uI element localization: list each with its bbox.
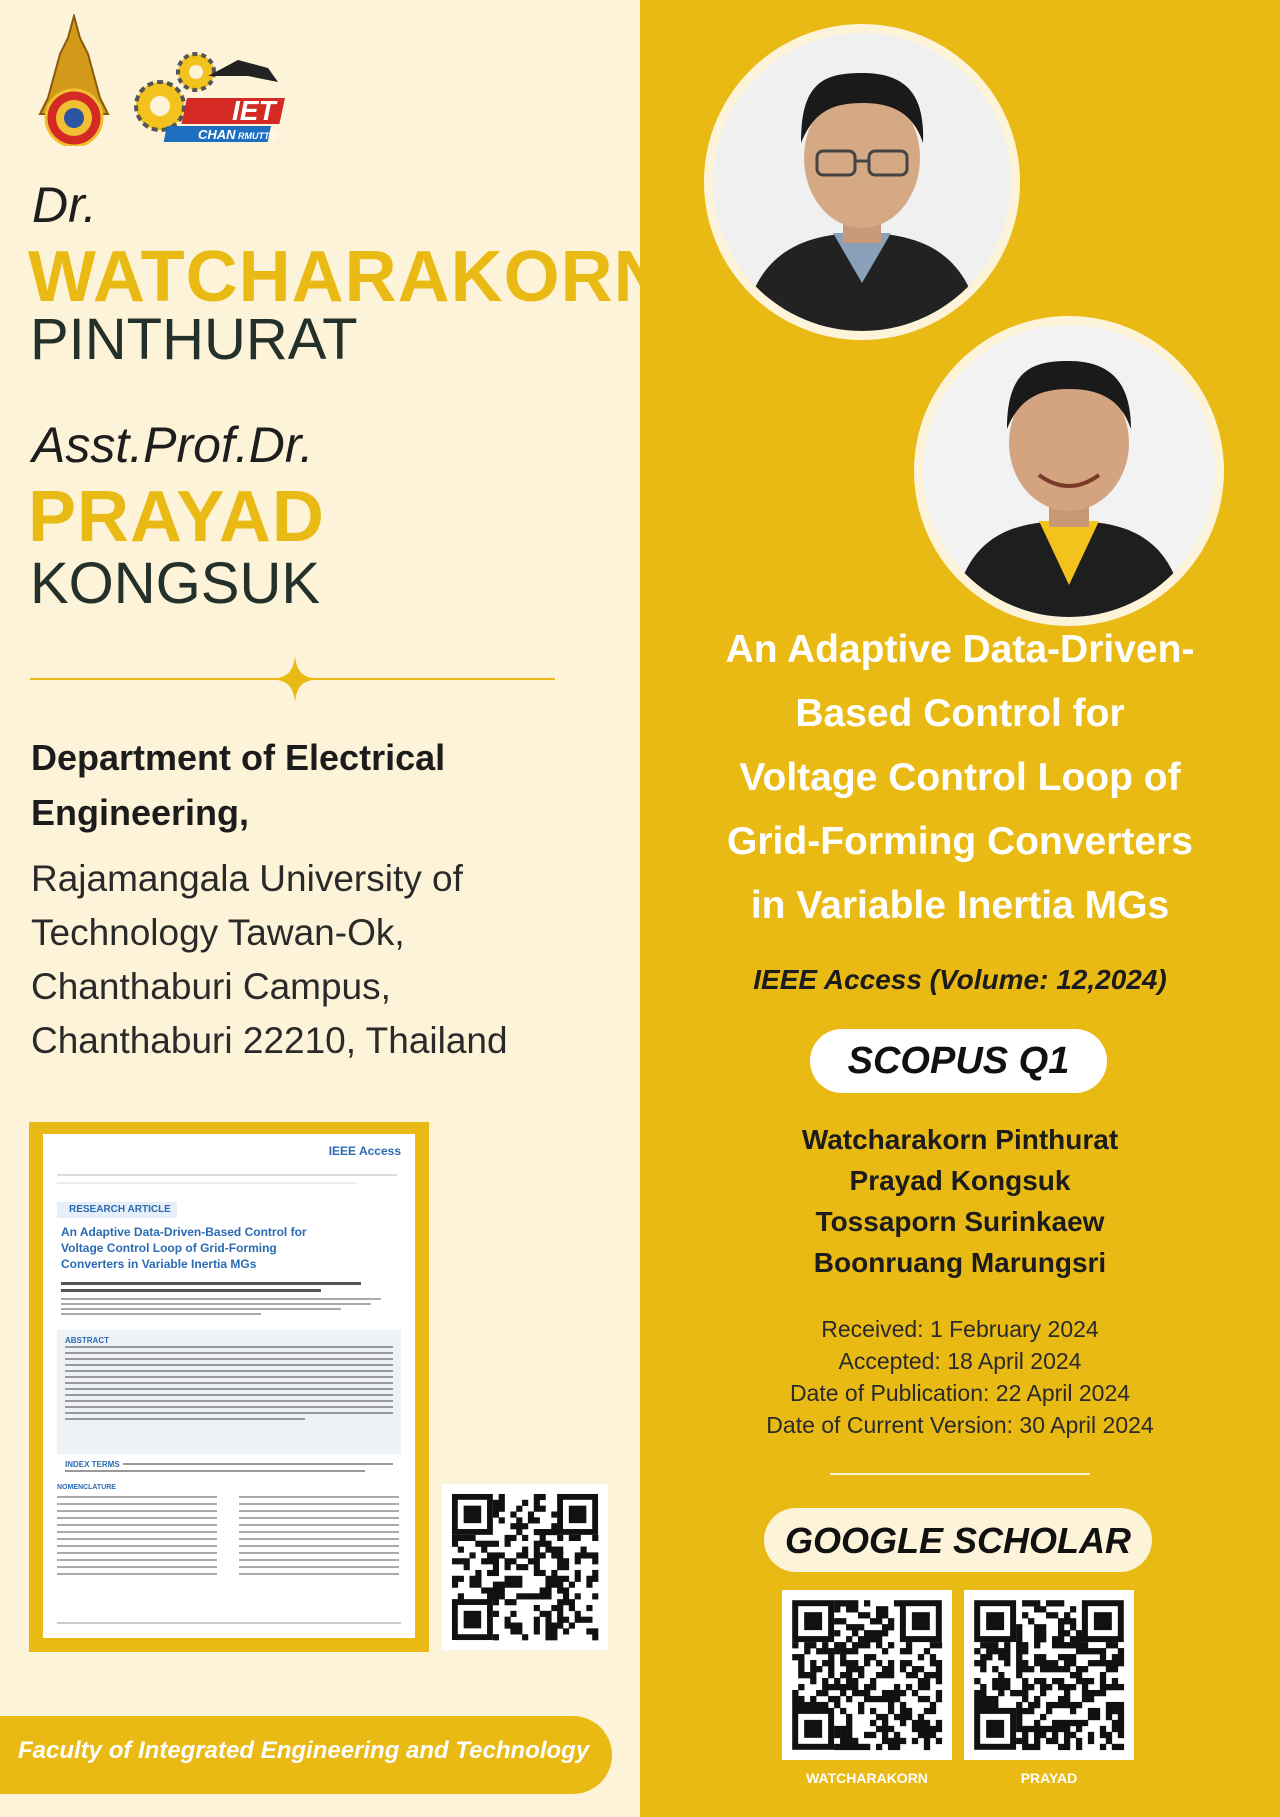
qr-code-prayad[interactable]: [964, 1590, 1134, 1760]
paper-author-lines: [61, 1282, 391, 1318]
photo-frame-watcharakorn: [704, 24, 1020, 340]
journal-info: IEEE Access (Volume: 12,2024): [753, 964, 1167, 995]
paper-tag: RESEARCH ARTICLE: [69, 1204, 171, 1215]
qr-label-watcharakorn: WATCHARAKORN: [806, 1770, 928, 1786]
qr-code-icon: [964, 1590, 1134, 1760]
address-line: Chanthaburi Campus,: [31, 966, 391, 1007]
qr-code-watcharakorn[interactable]: [782, 1590, 952, 1760]
person1-title: Dr.: [32, 177, 97, 233]
article-title-line: Voltage Control Loop of: [739, 756, 1181, 799]
google-scholar-label: GOOGLE SCHOLAR: [784, 1520, 1131, 1561]
article-title-line: in Variable Inertia MGs: [750, 884, 1170, 927]
person2-title: Asst.Prof.Dr.: [32, 417, 314, 473]
date-received: Received: 1 February 2024: [821, 1316, 1099, 1342]
iet-logo-text: IET: [232, 95, 276, 126]
qr-code-icon: [782, 1590, 952, 1760]
ieee-access-logo: IEEE Access: [328, 1144, 401, 1158]
address-line: Technology Tawan-Ok,: [31, 912, 405, 953]
paper-nomenclature-col1: [57, 1496, 217, 1580]
author-name: Boonruang Marungsri: [813, 1247, 1107, 1278]
paper-preview-title: An Adaptive Data-Driven-Based Control for Voltage Control Loop of Grid-Forming Converters in Variable Inertia MGs: [61, 1225, 307, 1271]
photo-watcharakorn: [713, 33, 1011, 331]
person1-first-name: WATCHARAKORN: [28, 237, 667, 317]
iet-logo-subtext2: RMUTTO: [238, 131, 277, 141]
photo-prayad: [923, 325, 1215, 617]
author-name: Watcharakorn Pinthurat: [801, 1124, 1119, 1155]
date-publication: Date of Publication: 22 April 2024: [789, 1380, 1131, 1406]
author-name: Prayad Kongsuk: [849, 1165, 1071, 1196]
iet-logo-subtext: CHAN: [198, 127, 236, 142]
sparkle-icon: [272, 656, 318, 702]
author-name: Tossaporn Surinkaew: [815, 1206, 1105, 1237]
address-line: Chanthaburi 22210, Thailand: [31, 1020, 508, 1061]
paper-index-terms-label: INDEX TERMS: [65, 1460, 120, 1469]
date-accepted: Accepted: 18 April 2024: [838, 1348, 1082, 1374]
scopus-label: SCOPUS Q1: [847, 1040, 1070, 1082]
qr-code-icon: [442, 1484, 608, 1650]
person2-first-name: PRAYAD: [28, 477, 325, 557]
qr-code-paper[interactable]: [442, 1484, 608, 1650]
iet-chan-logo: [128, 46, 300, 146]
paper-nomenclature-label: NOMENCLATURE: [57, 1484, 116, 1491]
person2-last-name: KONGSUK: [30, 551, 321, 616]
article-title-line: Grid-Forming Converters: [727, 820, 1193, 863]
qr-label-prayad: PRAYAD: [1020, 1770, 1078, 1786]
university-seal-logo: [36, 14, 112, 146]
paper-preview[interactable]: [43, 1134, 415, 1638]
person1-last-name: PINTHURAT: [30, 307, 358, 372]
article-title-line: An Adaptive Data-Driven-: [725, 628, 1195, 671]
section-divider: [830, 1473, 1090, 1475]
article-title-line: Based Control for: [795, 692, 1125, 735]
address-line: Rajamangala University of: [31, 858, 463, 899]
department-line: Engineering,: [31, 792, 250, 833]
photo-frame-prayad: [914, 316, 1224, 626]
paper-abstract-box: ABSTRACT: [57, 1330, 401, 1454]
faculty-name: Faculty of Integrated Engineering and Technology: [18, 1737, 590, 1764]
department-line: Department of Electrical: [31, 737, 446, 778]
date-current-version: Date of Current Version: 30 April 2024: [766, 1412, 1154, 1438]
department-name: [31, 730, 445, 840]
paper-nomenclature-col2: [239, 1496, 399, 1580]
